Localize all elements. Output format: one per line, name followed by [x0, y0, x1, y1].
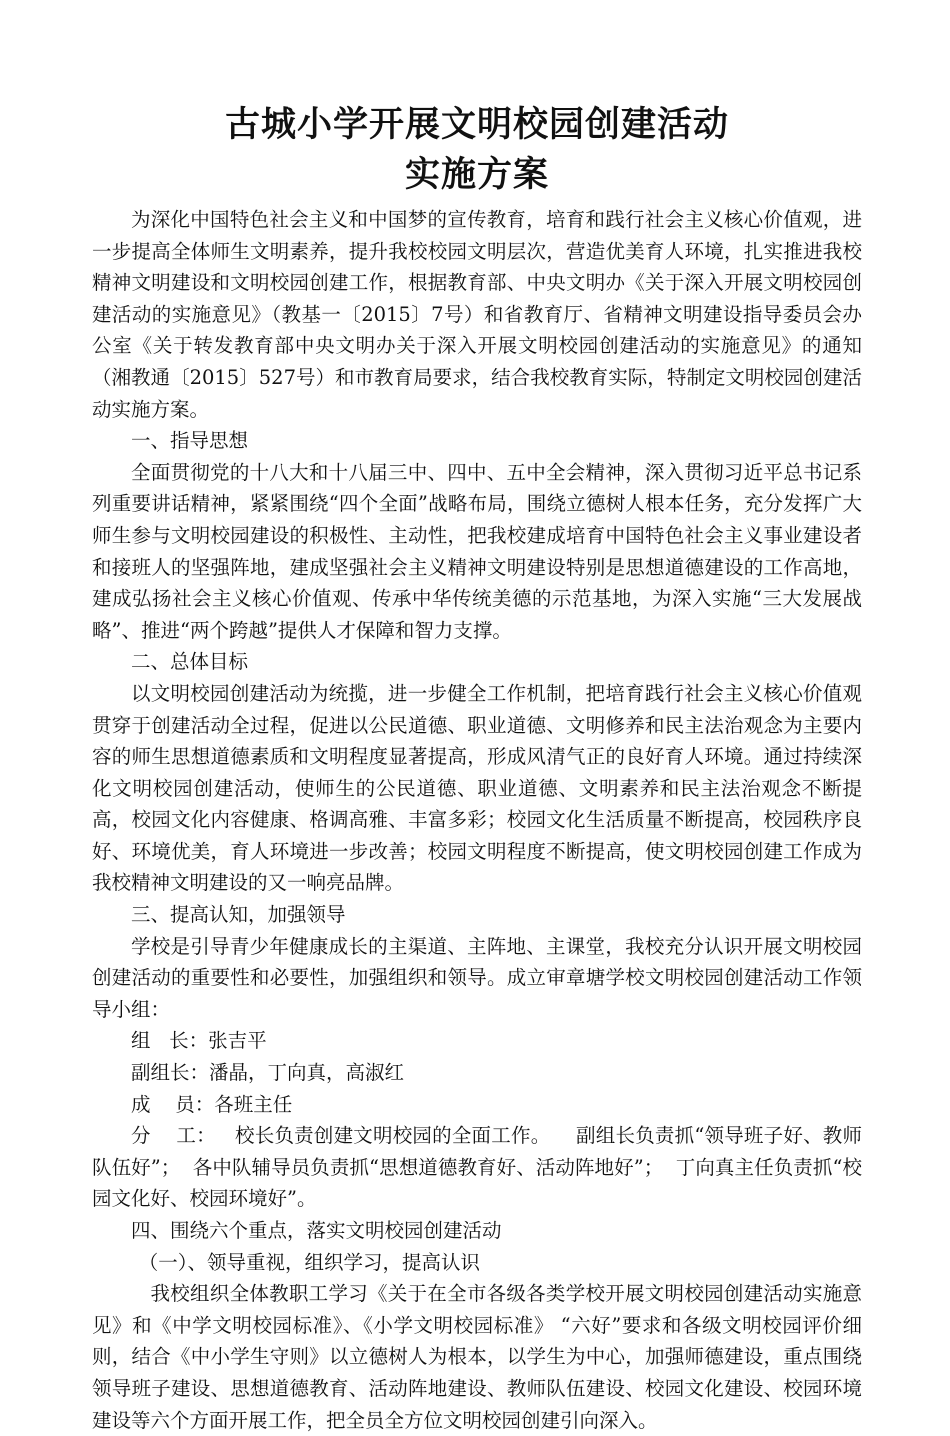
document-title: [92, 100, 862, 200]
section-4-heading: 四、围绕六个重点，落实文明校园创建活动: [131, 1219, 502, 1242]
section-1-heading: 一、指导思想: [131, 429, 249, 453]
section-2-heading: 二、总体目标: [131, 650, 249, 674]
title-line-2: 实施方案: [404, 154, 549, 195]
document-page: [92, 100, 862, 1436]
members-line: 成 员：各班主任: [131, 1092, 293, 1116]
document-body: [92, 204, 862, 1436]
section-3-paragraph: 学校是引导青少年健康成长的主渠道、主阵地、主课堂，我校充分认识开展文明校园创建活动的重要性和必要性，加强组织和领导。成立审章塘学校文明校园创建活动工作领导小组：: [92, 934, 862, 1021]
section-1-paragraph: 全面贯彻党的十八大和十八届三中、四中、五中全会精神，深入贯彻习近平总书记系列重要讲话精神，紧紧围绕“四个全面”战略布局，围绕立德树人根本任务，充分发挥广大师生参与文明校园建设的积极性、主动性，把我校建成培育中国特色社会主义事业建设者和接班人的坚强阵地，建成坚强社会主义精神文明建设特别是思想道德建设的工作高地，建成弘扬社会主义核心价值观、传承中华传统美德的示范基地，为深入实施“三大发展战略”、推进“两个跨越”提供人才保障和智力支撑。: [92, 460, 862, 642]
title-line-1: 古城小学开展文明校园创建活动: [224, 104, 729, 145]
duty-paragraph: 分 工： 校长负责创建文明校园的全面工作。 副组长负责抓“领导班子好、教师队伍好”； 各中队辅导员负责抓“思想道德教育好、活动阵地好”； 丁向真主任负责抓“校园文化好、校园环境好”。: [92, 1124, 862, 1211]
intro-paragraph: 为深化中国特色社会主义和中国梦的宣传教育，培育和践行社会主义核心价值观，进一步提高全体师生文明素养，提升我校校园文明层次，营造优美育人环境，扎实推进我校精神文明建设和文明校园创建工作，根据教育部、中央文明办《关于深入开展文明校园创建活动的实施意见》（教基一〔2015〕7号）和省教育厅、省精神文明建设指导委员会办公室《关于转发教育部中央文明办关于深入开展文明校园创建活动的实施意见》的通知（湘教通〔2015〕527号）和市教育局要求，结合我校教育实际，特制定文明校园创建活动实施方案。: [92, 208, 862, 421]
section-2-paragraph: 以文明校园创建活动为统揽，进一步健全工作机制，把培育践行社会主义核心价值观贯穿于创建活动全过程，促进以公民道德、职业道德、文明修养和民主法治观念为主要内容的师生思想道德素质和文明程度显著提高，形成风清气正的良好育人环境。通过持续深化文明校园创建活动，使师生的公民道德、职业道德、文明素养和民主法治观念不断提高，校园文化内容健康、格调高雅、丰富多彩；校园文化生活质量不断提高，校园秩序良好、环境优美，育人环境进一步改善；校园文明程度不断提高，使文明校园创建工作成为我校精神文明建设的又一响亮品牌。: [92, 681, 862, 895]
subsection-1-heading: （一）、领导重视，组织学习，提高认识: [138, 1250, 481, 1274]
subsection-1-paragraph: 我校组织全体教职工学习《关于在全市各级各类学校开展文明校园创建活动实施意见》和《中学文明校园标准》、《小学文明校园标准》 “六好”要求和各级文明校园评价细则，结合《中小学生守则》以立德树人为根本，以学生为中心，加强师德建设，重点围绕领导班子建设、思想道德教育、活动阵地建设、教师队伍建设、校园文化建设、校园环境建设等六个方面开展工作，把全员全方位文明校园创建引向深入。: [92, 1282, 862, 1432]
leader-line: 组 长：张吉平: [131, 1029, 267, 1053]
section-3-heading: 三、提高认知，加强领导: [131, 903, 346, 927]
deputy-leader-line: 副组长：潘晶，丁向真，高淑红: [131, 1061, 405, 1085]
